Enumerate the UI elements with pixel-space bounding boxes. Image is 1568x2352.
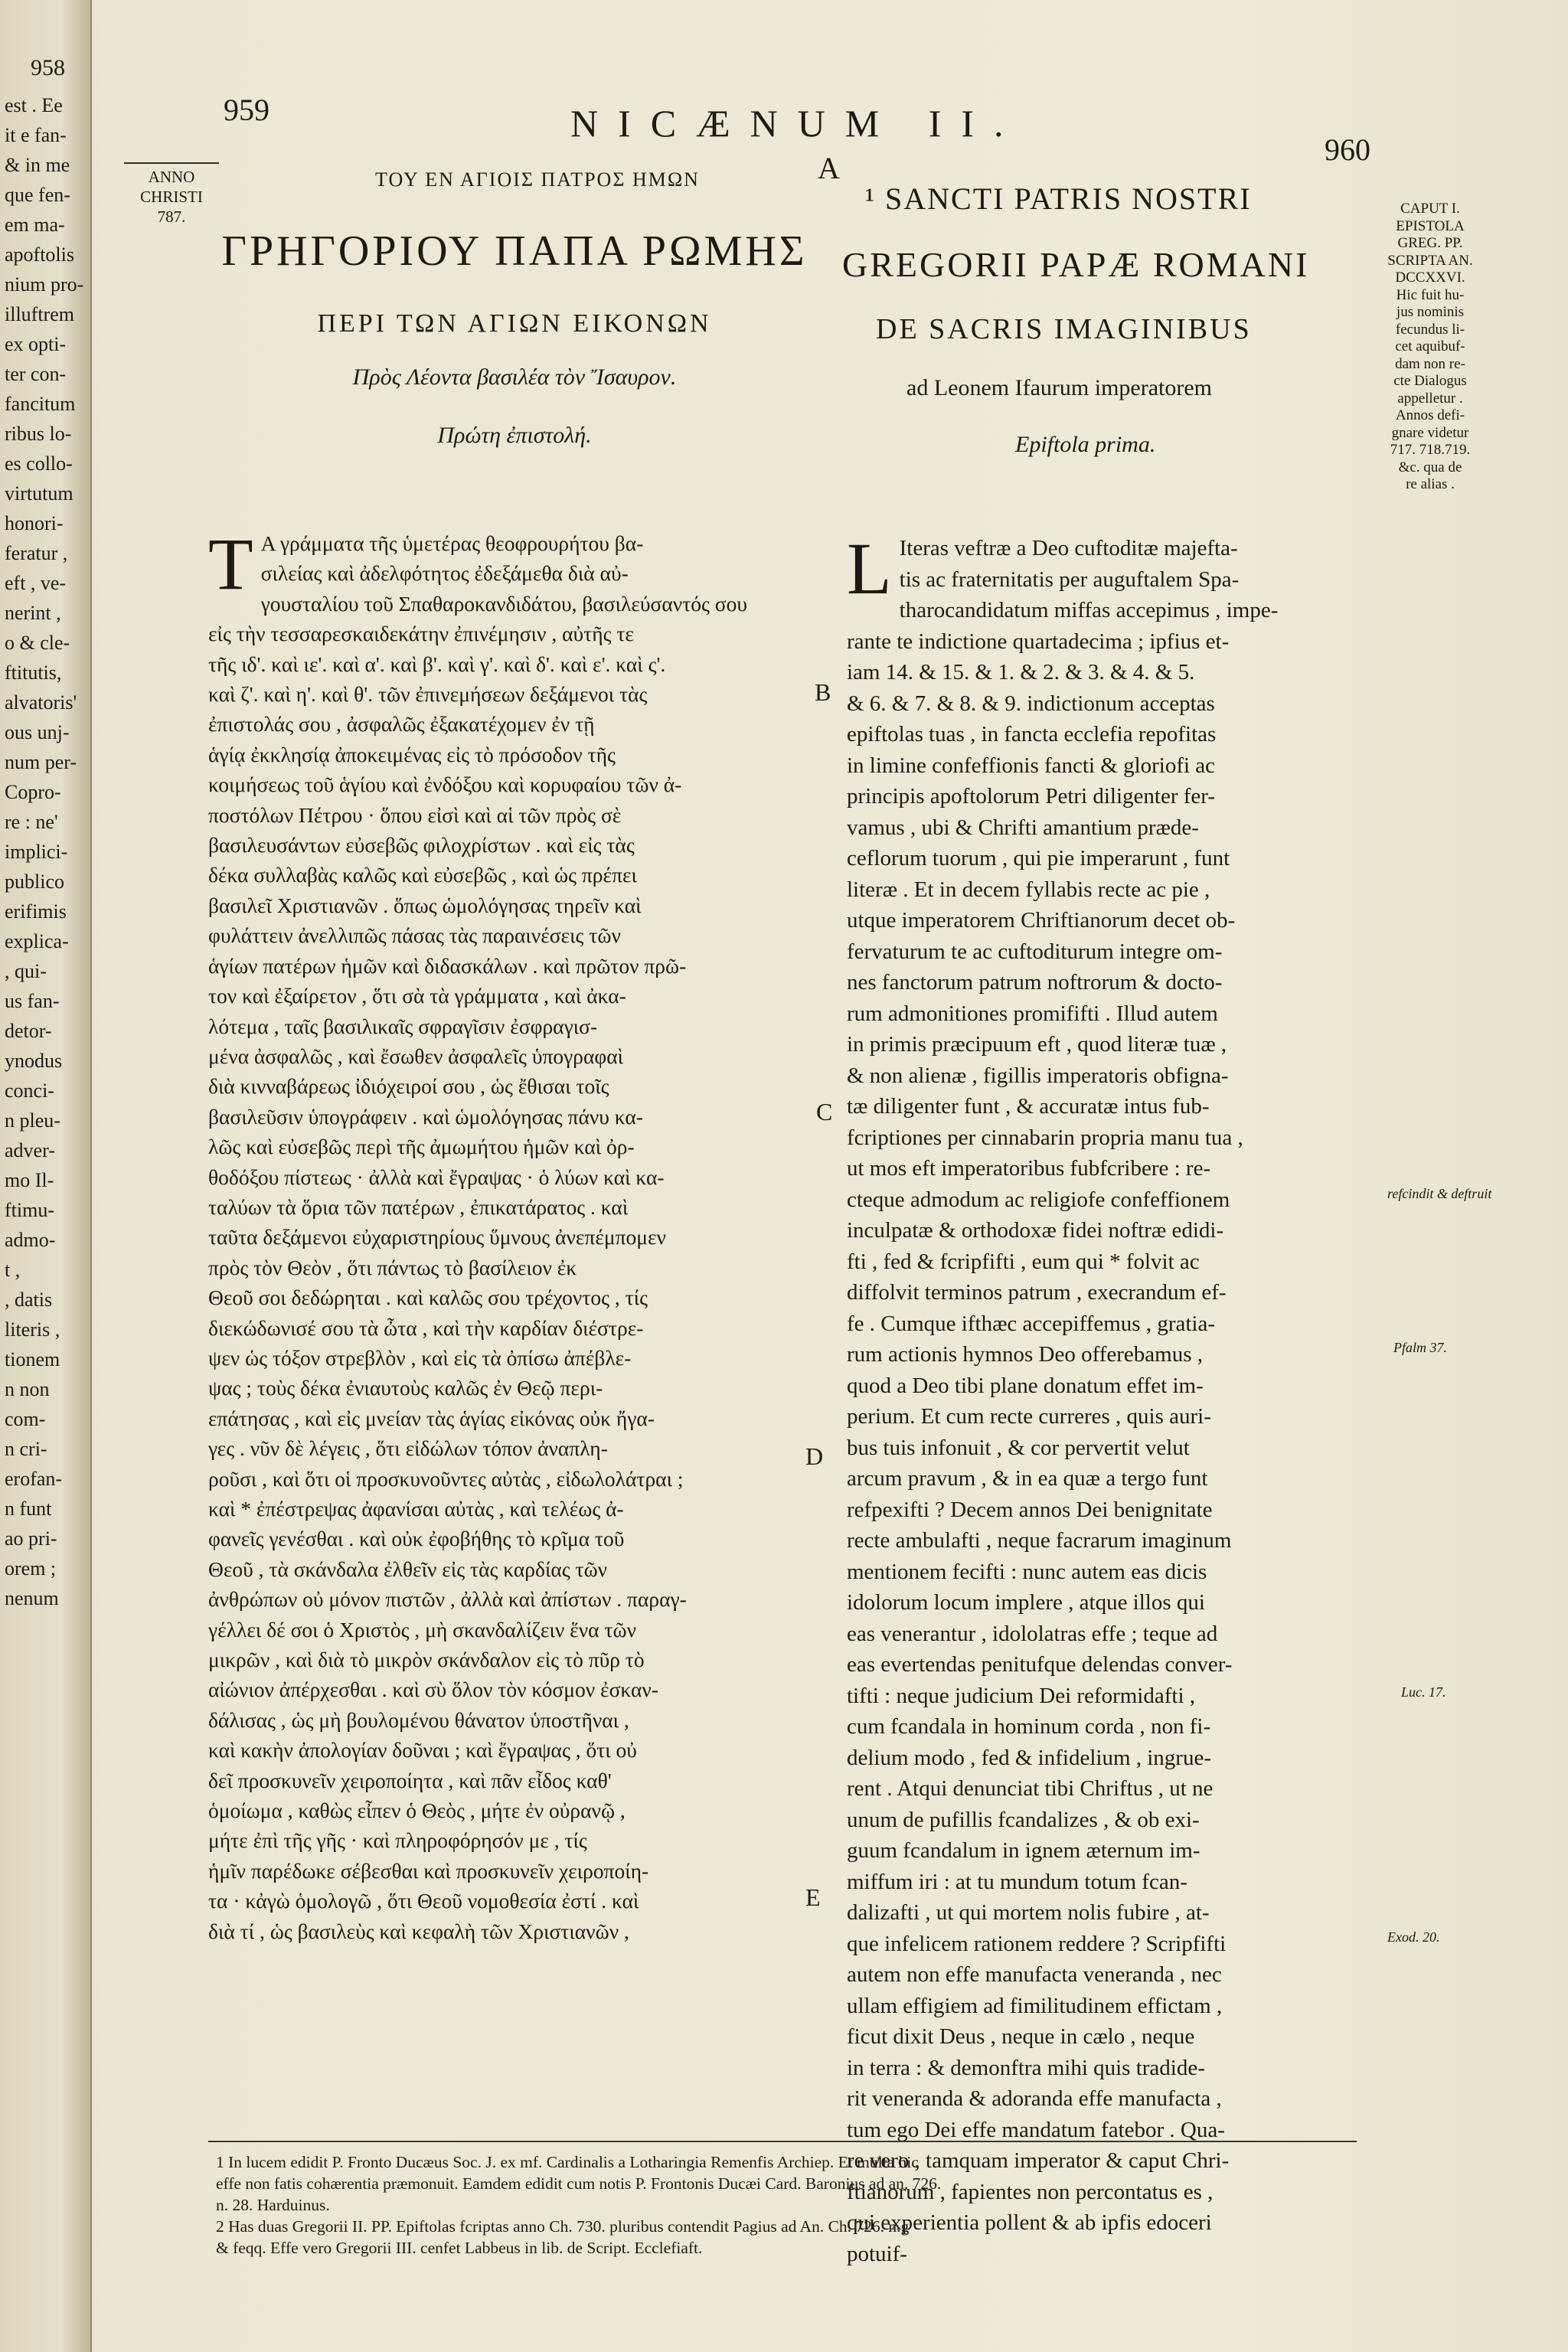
- previous-page-fragment: ao pri-: [5, 1527, 57, 1550]
- caput-note-line: cte Dialogus: [1393, 373, 1467, 389]
- previous-page-fragment: eft , ve-: [5, 572, 67, 594]
- latin-text-line: & 6. & 7. & 8. & 9. indictionum acceptas: [847, 691, 1215, 716]
- latin-text-line: potuif-: [847, 2241, 907, 2266]
- greek-text-line: τον καὶ ἐξαίρετον , ὅτι σὰ τὰ γράμματα , καὶ ἀκα-: [208, 984, 626, 1008]
- footnote-line: & feqq. Effe vero Gregorii III. cenfet Labbeus in lib. de Script. Ecclefiaft.: [216, 2239, 703, 2257]
- latin-text-line: ftianorum , fapientes non percontatus es ,: [847, 2179, 1214, 2204]
- caput-note-line: GREG. PP.: [1397, 235, 1463, 251]
- greek-heading-1: ΤΟΥ ΕΝ ΑΓΙΟΙΣ ΠΑΤΡΟΣ ΗΜΩΝ: [375, 168, 700, 191]
- previous-page-fragment: & in me: [5, 154, 70, 176]
- latin-text-line: arcum pravum , & in ea quæ a tergo funt: [847, 1466, 1208, 1491]
- caput-note-line: Annos defi-: [1395, 407, 1465, 423]
- caput-note-line: &c. qua de: [1398, 459, 1462, 475]
- latin-text-line: iam 14. & 15. & 1. & 2. & 3. & 4. & 5.: [847, 660, 1195, 684]
- previous-page-fragment: explica-: [5, 930, 69, 952]
- anno-line: ANNO: [148, 168, 195, 186]
- greek-text-line: πρὸς τὸν Θεὸν , ὅτι πάντως τὸ βασίλειον ἐκ: [208, 1255, 577, 1279]
- caput-note-line: cet aquibuf-: [1395, 338, 1465, 354]
- previous-page-fragment: it e fan-: [5, 124, 67, 146]
- previous-page-fragment: virtutum: [5, 482, 74, 505]
- greek-text-line: Θεοῦ σοι δεδώρηται . καὶ καλῶς σου τρέχοντος , τίς: [208, 1285, 648, 1310]
- latin-text-line: perium. Et cum recte curreres , quis auri-: [847, 1404, 1211, 1429]
- latin-text-line: quod a Deo tibi plane donatum effet im-: [847, 1373, 1204, 1398]
- previous-page-fragment: n funt: [5, 1498, 52, 1520]
- section-marker-c: C: [816, 1098, 833, 1125]
- greek-text-line: ἡμῖν παρέδωκε σέβεσθαι καὶ προσκυνεῖν χειροποίη-: [208, 1858, 649, 1883]
- previous-page-fragment: nenum: [5, 1587, 59, 1609]
- latin-text-line: qui experientia pollent & ab ipfis edoceri: [847, 2210, 1212, 2235]
- caput-note-line: fecundus li-: [1395, 321, 1465, 338]
- previous-page-fragment: honori-: [5, 512, 64, 534]
- latin-text-line: dalizafti , ut qui mortem nolis fubire , at-: [847, 1900, 1210, 1925]
- previous-page-fragment: n non: [5, 1378, 50, 1400]
- greek-text-line: τῆς ιδ'. καὶ ιε'. καὶ α'. καὶ β'. καὶ γ'. καὶ δ'. καὶ ε'. καὶ ς'.: [208, 652, 666, 676]
- latin-text-line: eas evertendas penitufque delendas conver-: [847, 1652, 1233, 1677]
- previous-page-fragment: illuftrem: [5, 303, 74, 325]
- footnote-line: 1 In lucem edidit P. Fronto Ducæus Soc. J. ex mf. Cardinalis a Lotharingia Remenfis Archiep. Et multa hic: [216, 2153, 919, 2171]
- latin-heading-block: [842, 175, 1367, 458]
- previous-page-fragment: feratur ,: [5, 542, 68, 564]
- previous-page-fragment: ftitutis,: [5, 662, 62, 684]
- greek-text-line: ποστόλων Πέτρου · ὅπου εἰσὶ καὶ αἱ τῶν πρὸς σὲ: [208, 802, 622, 827]
- previous-page-fragment: num per-: [5, 751, 77, 773]
- latin-text-line: rit veneranda & adoranda effe manufacta ,: [847, 2086, 1222, 2111]
- footnotes: [216, 2151, 1357, 2259]
- greek-text-line: γουσταλίου τοῦ Σπαθαροκανδιδάτου, βασιλεύσαντός σου: [260, 591, 747, 616]
- previous-page-fragment: conci-: [5, 1080, 54, 1102]
- previous-page-fragment: t ,: [5, 1259, 21, 1281]
- latin-text-line: literæ . Et in decem fyllabis recte ac pie ,: [847, 877, 1210, 902]
- previous-page-fragment: com-: [5, 1408, 46, 1430]
- latin-text-line: principis apoftolorum Petri diligenter fer-: [847, 784, 1216, 808]
- greek-heading-block: [208, 168, 821, 449]
- latin-text-line: in primis præcipuum eft , quod literæ tuæ ,: [847, 1032, 1227, 1057]
- footnote-rule: [208, 2141, 1357, 2142]
- latin-text-line: bus tuis infonuit , & cor pervertit velut: [847, 1435, 1190, 1460]
- previous-page-fragment: orem ;: [5, 1557, 57, 1579]
- previous-page-fragment: alvatoris': [5, 691, 77, 714]
- greek-text-line: θοδόξου πίστεως · ἀλλὰ καὶ ἔγραψας · ὁ λύων καὶ κα-: [208, 1165, 665, 1189]
- previous-page-fragment: adver-: [5, 1139, 55, 1161]
- latin-heading-3: DE SACRIS IMAGINIBUS: [876, 313, 1252, 345]
- latin-text-line: nes fanctorum patrum noftrorum & docto-: [847, 970, 1223, 995]
- caput-note-line: SCRIPTA AN.: [1387, 252, 1473, 269]
- greek-text-column: [208, 523, 818, 1946]
- greek-text-line: βασιλευσάντων εὐσεβῶς φιλοχρίστων . καὶ εἰς τὰς: [208, 833, 635, 858]
- greek-text-line: μικρῶν , καὶ διὰ τὸ μικρὸν σκάνδαλον εἰς τὸ πῦρ τὸ: [208, 1648, 645, 1672]
- greek-text-line: εἰς τὴν τεσσαρεσκαιδεκάτην ἐπινέμησιν , αὐτῆς τε: [208, 622, 634, 646]
- caput-note-line: CAPUT I.: [1400, 201, 1460, 217]
- greek-text-line: ἐπιστολάς σου , ἀσφαλῶς ἐξακατέχομεν ἐν τῇ: [208, 712, 595, 737]
- greek-lines: [208, 523, 818, 1946]
- previous-page-fragment: detor-: [5, 1020, 52, 1042]
- previous-page-edge: [0, 0, 92, 2352]
- margin-note-exod: Exod. 20.: [1387, 1929, 1440, 1945]
- latin-text-line: rent . Atqui denunciat tibi Chriftus , ut ne: [847, 1776, 1214, 1801]
- margin-note-rescindit: refcindit & deftruit: [1387, 1186, 1492, 1201]
- latin-text-line: re vero , tamquam imperator & caput Chri-: [847, 2148, 1230, 2173]
- caput-note-line: 717. 718.719.: [1390, 442, 1471, 458]
- greek-text-line: δάλισας , ὡς μὴ βουλομένου θάνατον ὑποστῆναι ,: [208, 1707, 629, 1732]
- previous-page-fragment: fancitum: [5, 393, 76, 415]
- greek-text-line: καὶ ζ'. καὶ η'. καὶ θ'. τῶν ἐπινεμήσεων δεξάμενοι τὰς: [208, 682, 648, 707]
- latin-text-line: que infelicem rationem reddere ? Scripfifti: [847, 1931, 1227, 1956]
- page-number-right: 960: [1325, 132, 1370, 167]
- greek-heading-2: ΓΡΗΓΟΡΙΟΥ ΠΑΠΑ ΡΩΜΗΣ: [221, 227, 808, 275]
- greek-text-line: βασιλεῖ Χριστιανῶν . ὅπως ὡμολόγησας τηρεῖν καὶ: [208, 893, 642, 917]
- greek-text-line: βασιλεῦσιν ὑπογράφειν . καὶ ὡμολόγησας πάνυ κα-: [208, 1104, 643, 1129]
- greek-text-line: επάτησας , καὶ εἰς μνείαν τὰς ἁγίας εἰκόνας οὐκ ἤγα-: [208, 1406, 655, 1430]
- greek-text-line: λῶς καὶ εὐσεβῶς περὶ τῆς ἀμωμήτου ἡμῶν καὶ ὀρ-: [208, 1135, 635, 1159]
- greek-text-line: καὶ κακὴν ἀπολογίαν δοῦναι ; καὶ ἔγραψας , ὅτι οὐ: [208, 1738, 637, 1762]
- previous-page-fragment: ribus lo-: [5, 423, 72, 445]
- greek-text-line: λότεμα , ταῖς βασιλικαῖς σφραγῖσιν ἐσφραγισ-: [208, 1014, 598, 1038]
- latin-text-line: delium modo , fed & infidelium , ingrue-: [847, 1745, 1211, 1770]
- previous-page-fragment: admo-: [5, 1229, 56, 1251]
- greek-text-line: ταῦτα δεξάμενοι εὐχαριστηρίους ὕμνους ἀνεπέμπομεν: [208, 1225, 666, 1250]
- latin-text-line: fti , fed & fcripfifti , eum qui * folvit ac: [847, 1249, 1200, 1274]
- latin-text-line: recte ambulafti , neque facrarum imaginum: [847, 1528, 1232, 1553]
- previous-page-fragment: implici-: [5, 841, 68, 863]
- greek-text-line: ὁμοίωμα , καθὼς εἶπεν ὁ Θεὸς , μήτε ἐν οὐρανῷ ,: [208, 1798, 626, 1823]
- previous-page-fragment: ous unj-: [5, 721, 70, 743]
- greek-text-line: γες . νῦν δὲ λέγεις , ὅτι εἰδώλων τόπον ἀναπλη-: [208, 1436, 608, 1461]
- caput-note-line: EPISTOLA: [1396, 217, 1465, 234]
- greek-text-line: διὰ τί , ὡς βασιλεὺς καὶ κεφαλὴ τῶν Χριστιανῶν ,: [208, 1919, 629, 1943]
- latin-drop-cap: L: [847, 528, 892, 609]
- previous-page-fragment: ex opti-: [5, 333, 67, 355]
- latin-text-line: tis ac fraternitatis per auguftalem Spa-: [899, 567, 1240, 592]
- greek-text-line: Α γράμματα τῆς ὑμετέρας θεοφρουρήτου βα-: [260, 531, 644, 555]
- running-title: NICÆNUM II.: [570, 102, 1024, 145]
- latin-text-line: autem non effe manufacta veneranda , nec: [847, 1962, 1222, 1987]
- previous-page-fragment: n cri-: [5, 1438, 47, 1460]
- latin-text-line: guum fcandalum in ignem æternum im-: [847, 1838, 1200, 1863]
- greek-text-line: μένα ἀσφαλῶς , καὶ ἔσωθεν ἀσφαλεῖς ὑπογραφαὶ: [208, 1044, 624, 1068]
- latin-heading-5: Epiftola prima.: [1015, 432, 1156, 457]
- caput-note-line: gnare videtur: [1391, 424, 1469, 441]
- greek-text-line: ἀνθρώπων οὐ μόνον πιστῶν , ἀλλὰ καὶ ἀπίστων . παραγ-: [208, 1587, 687, 1612]
- latin-text-line: tum ego Dei effe mandatum fatebor . Qua-: [847, 2117, 1225, 2142]
- latin-text-line: diffolvit terminos patrum , execrandum ef-: [847, 1280, 1227, 1305]
- greek-text-line: φυλάττειν ἀνελλιπῶς πάσας τὰς παραινέσεις τῶν: [208, 923, 621, 948]
- latin-text-line: cum fcandala in hominum corda , non fi-: [847, 1714, 1211, 1739]
- caput-note-line: DCCXXVI.: [1395, 270, 1465, 286]
- latin-text-line: mentionem fecifti : nunc autem eas dicis: [847, 1559, 1207, 1584]
- page-number-left: 959: [224, 93, 270, 127]
- caput-note-line: re alias .: [1406, 476, 1455, 492]
- previous-page-fragment: mo Il-: [5, 1169, 54, 1191]
- previous-page-fragment: literis ,: [5, 1318, 60, 1341]
- latin-text-line: tifti : neque judicium Dei reformidafti ,: [847, 1683, 1196, 1708]
- latin-text-line: rante te indictione quartadecima ; ipfius et-: [847, 629, 1230, 654]
- greek-text-line: ἁγίων πατέρων ἡμῶν καὶ διδασκάλων . καὶ πρῶτον πρῶ-: [208, 953, 687, 978]
- previous-page-fragment: nium pro-: [5, 273, 84, 296]
- caput-note-line: Hic fuit hu-: [1396, 286, 1465, 303]
- previous-page-fragment: us fan-: [5, 990, 60, 1012]
- latin-text-line: vamus , ubi & Chrifti amantium præde-: [847, 815, 1199, 840]
- latin-text-line: fe . Cumque ifthæc accepiffemus , gratia-: [847, 1311, 1216, 1336]
- greek-text-line: Θεοῦ , τὰ σκάνδαλα ἐλθεῖν εἰς τὰς καρδίας τῶν: [208, 1557, 608, 1581]
- greek-text-line: ταλύων τὰ ὅρια τῶν πατέρων , ἐπικατάρατος . καὶ: [208, 1194, 629, 1219]
- greek-text-line: διὰ κινναβάρεως ἰδιόχειροί σου , ὡς ἔθισαι τοῖς: [208, 1074, 609, 1099]
- greek-text-line: δεῖ προσκυνεῖν χειροποίητα , καὶ πᾶν εἶδος καθ': [208, 1768, 612, 1792]
- footnote-line: n. 28. Harduinus.: [216, 2196, 330, 2214]
- previous-page-fragment: n pleu-: [5, 1109, 60, 1132]
- greek-heading-3: ΠΕΡΙ ΤΩΝ ΑΓΙΩΝ ΕΙΚΟΝΩΝ: [317, 309, 712, 338]
- section-marker-b: B: [815, 678, 831, 706]
- greek-text-line: δέκα συλλαβὰς καλῶς καὶ εὐσεβῶς , καὶ ὡς πρέπει: [208, 863, 637, 887]
- caput-note-line: appelletur .: [1397, 390, 1463, 407]
- latin-text-line: fervaturum te ac cuftoditurum integre om-: [847, 939, 1223, 964]
- latin-text-line: idolorum locum implere , atque illos qui: [847, 1590, 1205, 1615]
- latin-text-line: in terra : & demonftra mihi quis tradide-: [847, 2055, 1205, 2080]
- section-marker-d: D: [805, 1442, 824, 1470]
- latin-text-line: ut mos eft imperatoribus fubfcribere : re-: [847, 1156, 1211, 1181]
- anno-line: CHRISTI: [140, 188, 203, 206]
- greek-text-line: ἁγίᾳ ἐκκλησίᾳ ἀποκειμένας εἰς τὸ πρόσοδον τῆς: [208, 742, 616, 766]
- previous-page-fragment: re : ne': [5, 811, 58, 833]
- greek-text-line: ροῦσι , καὶ ὅτι οἱ προσκυνοῦντες αὐτὰς , εἰδωλολάτραι ;: [208, 1466, 684, 1491]
- greek-text-line: κοιμήσεως τοῦ ἁγίου καὶ ἐνδόξου καὶ κορυφαίου τῶν ἀ-: [208, 773, 682, 797]
- latin-text-line: tharocandidatum miffas accepimus , impe-: [899, 598, 1279, 622]
- latin-text-line: rum actionis hymnos Deo offerebamus ,: [847, 1342, 1203, 1367]
- previous-page-fragments: [5, 90, 83, 1613]
- latin-text-column: [847, 528, 1364, 2269]
- greek-text-line: διεκώδωνισέ σου τὰ ὦτα , καὶ τὴν καρδίαν διέστρε-: [208, 1315, 644, 1340]
- previous-page-fragment: Copro-: [5, 781, 61, 803]
- greek-text-line: μήτε ἐπὶ τῆς γῆς · καὶ πληροφόρησόν με , τίς: [208, 1828, 587, 1853]
- anno-christi-box: [124, 162, 219, 227]
- latin-text-line: eas venerantur , idololatras effe ; teque ad: [847, 1621, 1218, 1646]
- latin-text-line: in limine confeffionis fancti & gloriofi ac: [847, 753, 1216, 778]
- latin-text-line: epiftolas tuas , in fancta ecclefia repofitas: [847, 722, 1217, 746]
- latin-text-line: rum admonitiones promififti . Illud autem: [847, 1001, 1218, 1026]
- latin-lines: [847, 528, 1364, 2269]
- previous-page-fragment: ter con-: [5, 363, 67, 385]
- greek-text-line: ψας ; τοὺς δέκα ἐνιαυτοὺς καλῶς ἐν Θεῷ περι-: [208, 1376, 603, 1400]
- latin-text-line: & non alienæ , figillis imperatoris obfigna-: [847, 1063, 1229, 1088]
- previous-page-fragment: , datis: [5, 1289, 53, 1311]
- greek-text-line: τα · κἀγὼ ὁμολογῶ , ὅτι Θεοῦ νομοθεσία ἐστί . καὶ: [208, 1889, 639, 1913]
- previous-page-fragment: ynodus: [5, 1050, 63, 1072]
- latin-text-line: unum de pufillis fcandalizes , & ob exi-: [847, 1807, 1200, 1832]
- latin-text-line: utque imperatorem Chriftianorum decet ob-: [847, 908, 1236, 933]
- margin-note-psalm: Pfalm 37.: [1393, 1340, 1447, 1355]
- latin-heading-1: ¹ SANCTI PATRIS NOSTRI: [865, 181, 1252, 216]
- previous-page-fragment: es collo-: [5, 452, 73, 475]
- greek-drop-cap: Τ: [208, 523, 253, 605]
- previous-page-fragment: apoftolis: [5, 243, 74, 266]
- greek-heading-4: Πρὸς Λέοντα βασιλέα τὸν Ἴσαυρον.: [352, 364, 677, 390]
- latin-heading-2: GREGORII PAPÆ ROMANI: [842, 245, 1310, 284]
- section-marker-a: A: [818, 151, 840, 185]
- previous-page-fragment: est . Ee: [5, 94, 63, 116]
- previous-page-fragment: tionem: [5, 1348, 60, 1370]
- greek-text-line: ψεν ὡς τόξον στρεβλὸν , καὶ εἰς τὰ ὀπίσω ἀπέβλε-: [208, 1345, 632, 1370]
- greek-text-line: καὶ * ἐπέστρεψας ἀφανίσαι αὐτὰς , καὶ τελέως ἀ-: [208, 1497, 624, 1521]
- greek-heading-5: Πρώτη ἐπιστολή.: [437, 423, 592, 448]
- previous-page-fragment: em ma-: [5, 214, 65, 236]
- greek-text-line: γέλλει δέ σοι ὁ Χριστὸς , μὴ σκανδαλίζειν ἕνα τῶν: [208, 1617, 637, 1642]
- previous-page-fragment: nerint ,: [5, 602, 61, 624]
- latin-text-line: inculpatæ & orthodoxæ fidei noftræ edidi-: [847, 1218, 1224, 1243]
- latin-text-line: cteque admodum ac religiofe confeffionem: [847, 1187, 1230, 1212]
- latin-text-line: refpexifti ? Decem annos Dei benignitate: [847, 1497, 1213, 1522]
- footnote-line: effe non fatis cohærentia præmonuit. Eamdem edidit cum notis P. Frontonis Ducæi Card. Baronius ad an. 726.: [216, 2174, 942, 2193]
- previous-page-fragment: erifimis: [5, 900, 67, 923]
- caput-note-line: jus nominis: [1396, 304, 1465, 320]
- previous-page-fragment: , qui-: [5, 960, 47, 982]
- previous-page-fragment: ftimu-: [5, 1199, 54, 1221]
- latin-text-line: ceflorum tuorum , qui pie imperarunt , funt: [847, 846, 1230, 871]
- latin-text-line: tæ diligenter funt , & accuratæ intus fub-: [847, 1094, 1210, 1119]
- previous-page-fragment: publico: [5, 871, 64, 893]
- latin-text-line: fcriptiones per cinnabarin propria manu tua ,: [847, 1125, 1243, 1150]
- latin-text-line: miffum iri : at tu mundum totum fcan-: [847, 1869, 1187, 1894]
- latin-heading-4: ad Leonem Ifaurum imperatorem: [906, 375, 1212, 400]
- footnote-line: 2 Has duas Gregorii II. PP. Epiftolas fcriptas anno Ch. 730. pluribus contendit Pagius ad An. Ch. 726. n.g: [216, 2217, 910, 2236]
- previous-page-fragment: o & cle-: [5, 632, 70, 654]
- previous-page-fragment: que fen-: [5, 184, 70, 206]
- margin-note-luc: Luc. 17.: [1401, 1684, 1446, 1700]
- section-marker-e: E: [805, 1883, 821, 1911]
- caput-margin-note: [1384, 201, 1476, 494]
- greek-text-line: φανεῖς γενέσθαι . καὶ οὐκ ἐφοβήθης τὸ κρῖμα τοῦ: [208, 1527, 625, 1551]
- caput-note-line: dam non re-: [1395, 355, 1465, 372]
- latin-text-line: ullam effigiem ad fimilitudinem effictam ,: [847, 1993, 1223, 2018]
- previous-page-fragment: erofan-: [5, 1468, 63, 1490]
- greek-text-line: αἰώνιον ἀπέρχεσθαι . καὶ σὺ ὅλον τὸν κόσμον ἐσκαν-: [208, 1677, 659, 1702]
- anno-line: 787.: [157, 207, 186, 226]
- latin-text-line: ficut dixit Deus , neque in cælo , neque: [847, 2024, 1195, 2049]
- previous-page-number: 958: [31, 55, 65, 80]
- greek-text-line: σιλείας καὶ ἀδελφότητος ἐδεξάμεθα διὰ αὐ-: [260, 561, 629, 586]
- latin-text-line: Iteras veftræ a Deo cuftoditæ majefta-: [899, 536, 1238, 560]
